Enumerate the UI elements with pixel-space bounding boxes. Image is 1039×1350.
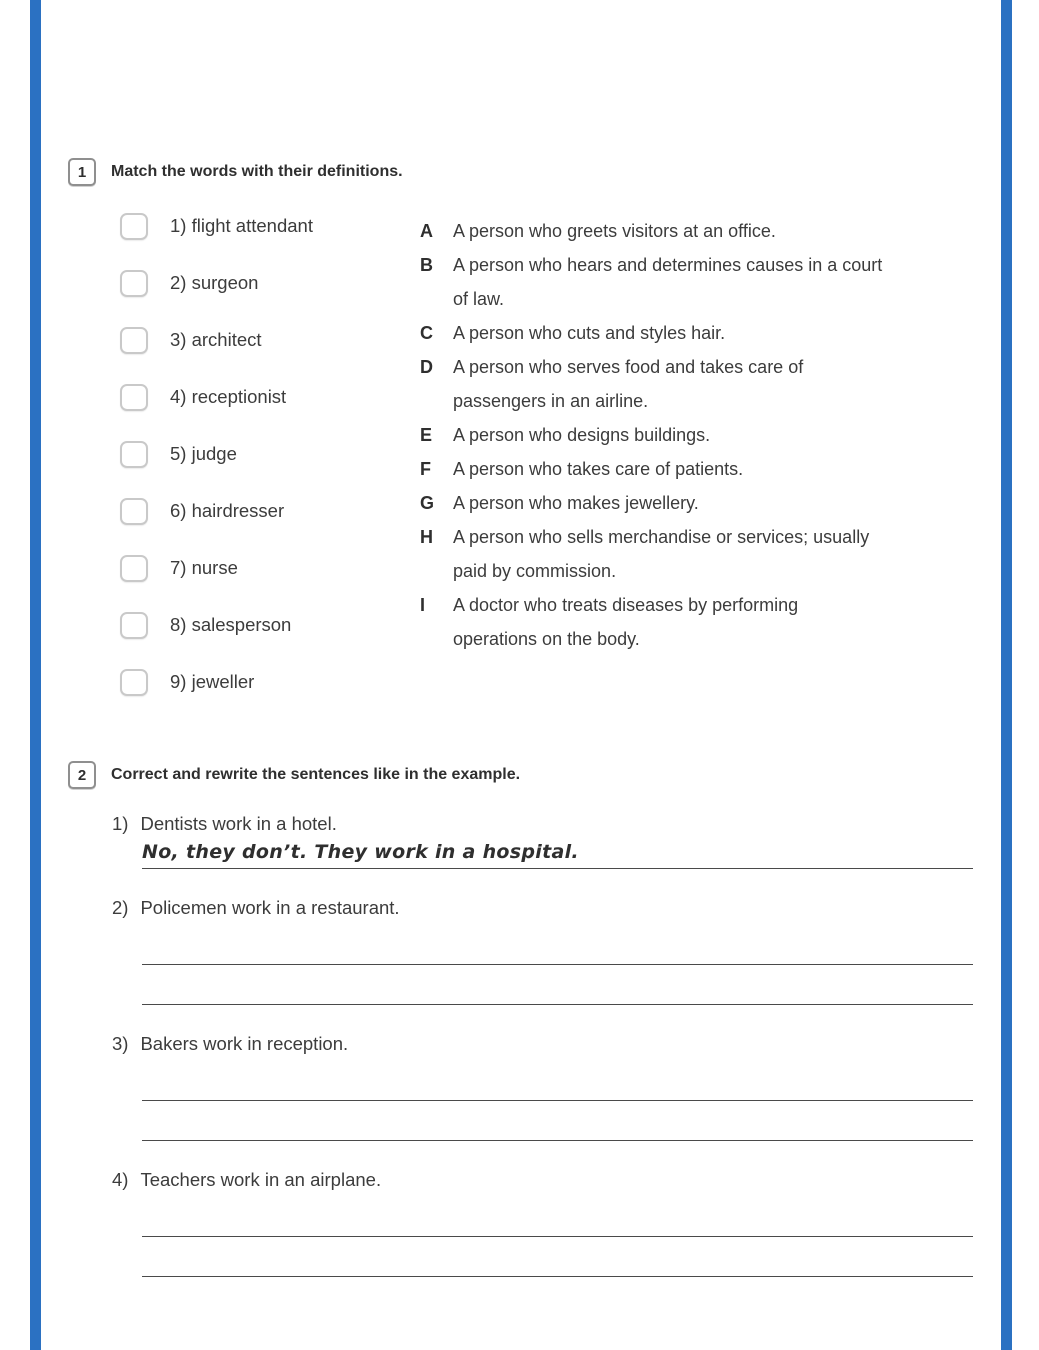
word-item	[120, 212, 420, 240]
word-item	[120, 554, 420, 582]
item-sentence-row	[68, 895, 973, 921]
item-sentence-row	[68, 1031, 973, 1057]
definition-text: A person who makes jewellery.	[453, 493, 699, 513]
definition-letter: E	[420, 425, 433, 445]
definition-text: A person who takes care of patients.	[453, 459, 744, 479]
word-item	[120, 269, 420, 297]
definition-item	[420, 248, 973, 316]
definition-letter: B	[420, 255, 433, 275]
word-label: 4) receptionist	[170, 386, 287, 407]
item-sentence-row	[68, 811, 973, 837]
rewrite-item	[68, 895, 973, 1005]
exercise-number-badge: 1	[68, 158, 96, 186]
checkbox[interactable]	[120, 213, 148, 240]
definitions-column	[420, 212, 973, 725]
answer-blank-line	[142, 1193, 973, 1237]
left-accent-bar	[30, 0, 41, 1350]
word-item	[120, 440, 420, 468]
word-label: 7) nurse	[170, 557, 238, 578]
definition-text: A person who cuts and styles hair.	[453, 323, 726, 343]
word-item	[120, 383, 420, 411]
exercise-1-title: Match the words with their definitions.	[111, 163, 403, 180]
definition-item	[420, 520, 973, 588]
word-label: 8) salesperson	[170, 614, 292, 635]
definition-text: A person who sells merchandise or services; usually paid by commission.	[453, 527, 870, 581]
definition-letter: D	[420, 357, 433, 377]
checkbox[interactable]	[120, 612, 148, 639]
definition-item	[420, 214, 973, 248]
definition-item	[420, 452, 973, 486]
word-label: 6) hairdresser	[170, 500, 285, 521]
word-item	[120, 611, 420, 639]
item-sentence: Dentists work in a hotel.	[140, 813, 337, 834]
word-item	[120, 497, 420, 525]
checkbox[interactable]	[120, 384, 148, 411]
word-item	[120, 668, 420, 696]
checkbox[interactable]	[120, 270, 148, 297]
definition-item	[420, 418, 973, 452]
exercise-2-header	[68, 761, 973, 789]
exercise-1-header	[68, 158, 973, 186]
word-label: 5) judge	[170, 443, 237, 464]
definition-text: A person who hears and determines causes in a court of law.	[453, 255, 883, 309]
item-sentence: Bakers work in reception.	[140, 1033, 349, 1054]
item-number: 4)	[112, 1169, 129, 1190]
definition-letter: I	[420, 595, 426, 615]
worksheet-content	[68, 158, 973, 1303]
definition-letter: A	[420, 221, 433, 241]
item-sentence: Policemen work in a restaurant.	[140, 897, 400, 918]
definition-text: A person who serves food and takes care of passengers in an airline.	[453, 357, 804, 411]
item-sentence-row	[68, 1167, 973, 1193]
item-number: 3)	[112, 1033, 129, 1054]
rewrite-item	[68, 811, 973, 869]
definition-text: A person who greets visitors at an office.	[453, 221, 776, 241]
word-label: 3) architect	[170, 329, 262, 350]
handwritten-answer: No, they don’t. They work in a hospital.	[142, 841, 579, 863]
definition-letter: F	[420, 459, 431, 479]
item-number: 2)	[112, 897, 129, 918]
words-column	[120, 212, 420, 725]
checkbox[interactable]	[120, 327, 148, 354]
definition-item	[420, 588, 973, 656]
answer-line	[142, 841, 973, 869]
item-number: 1)	[112, 813, 129, 834]
item-sentence: Teachers work in an airplane.	[140, 1169, 382, 1190]
checkbox[interactable]	[120, 555, 148, 582]
definition-item	[420, 316, 973, 350]
definition-item	[420, 486, 973, 520]
definition-text: A doctor who treats diseases by performing operations on the body.	[453, 595, 799, 649]
rewrite-item	[68, 1031, 973, 1141]
matching-grid	[68, 212, 973, 725]
exercise-2	[68, 761, 973, 1277]
answer-blank-line	[142, 1057, 973, 1101]
answer-blank-line	[142, 1237, 973, 1277]
answer-blank-line	[142, 965, 973, 1005]
checkbox[interactable]	[120, 441, 148, 468]
definition-item	[420, 350, 973, 418]
exercise-1	[68, 158, 973, 725]
definition-letter: H	[420, 527, 433, 547]
word-label: 1) flight attendant	[170, 215, 313, 236]
definition-letter: C	[420, 323, 433, 343]
answer-blank-line	[142, 921, 973, 965]
word-label: 2) surgeon	[170, 272, 259, 293]
checkbox[interactable]	[120, 498, 148, 525]
answer-blank-line	[142, 1101, 973, 1141]
definition-letter: G	[420, 493, 435, 513]
exercise-number-badge: 2	[68, 761, 96, 789]
checkbox[interactable]	[120, 669, 148, 696]
word-item	[120, 326, 420, 354]
definition-text: A person who designs buildings.	[453, 425, 711, 445]
rewrite-item	[68, 1167, 973, 1277]
exercise-2-title: Correct and rewrite the sentences like in the example.	[111, 766, 521, 783]
word-label: 9) jeweller	[170, 671, 255, 692]
right-accent-bar	[1001, 0, 1012, 1350]
